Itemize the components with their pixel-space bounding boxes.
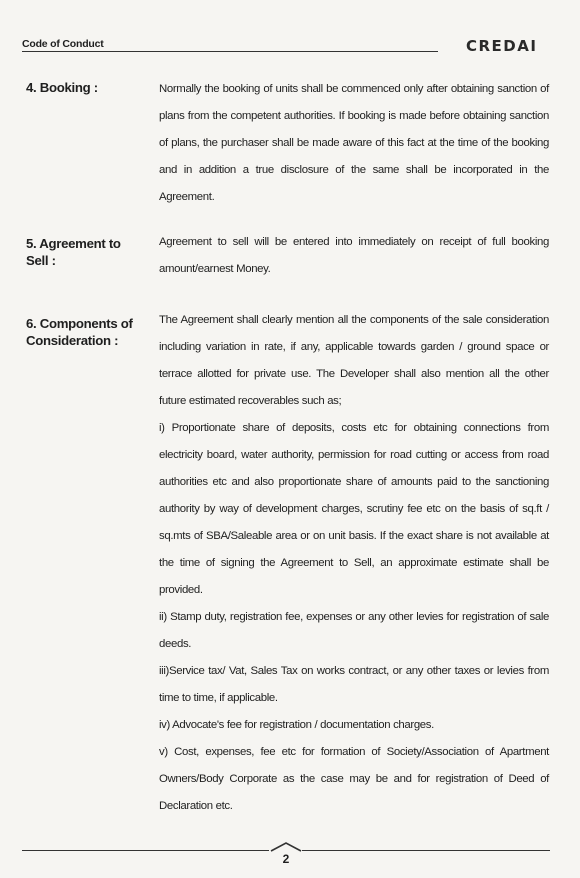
section-title: 4. Booking :: [26, 80, 98, 95]
section-title: 5. Agreement to Sell :: [26, 236, 121, 268]
credai-logo: CREDAI: [466, 37, 538, 55]
list-item: i) Proportionate share of deposits, costs etc for obtaining connections from electricity board, water authority, permission for road cutting or access from road authorities etc and also proportionate share of amounts paid to the sanctioning authority by way of development charges, scrutiny fee etc on the basis of sq.ft / sq.mts of SBA/Saleable area or on unit basis. If the exact share is not available at the time of signing the Agreement to Sell, an approximate estimate shall be provided.: [159, 422, 549, 596]
paragraph: The Agreement shall clearly mention all the components of the sale consideration including variation in rate, if any, applicable towards garden / ground space or terrace allotted for private use. The Developer shall also mention all the other future estimated recoverables such as;: [159, 314, 549, 407]
list-item: ii) Stamp duty, registration fee, expenses or any other levies for registration of sale deeds.: [159, 611, 549, 650]
page-number: 2: [282, 852, 290, 866]
list-item: v) Cost, expenses, fee etc for formation of Society/Association of Apartment Owners/Body Corporate as the case may be and for registration of Deed of Declaration etc.: [159, 746, 549, 812]
list-item: iii)Service tax/ Vat, Sales Tax on works contract, or any other taxes or levies from time to time, if applicable.: [159, 665, 549, 704]
section-title: 6. Components of Consideration :: [26, 316, 133, 348]
header-rule: [22, 51, 438, 52]
section-body: [159, 76, 549, 211]
section-body: [159, 229, 549, 283]
list-item: iv) Advocate's fee for registration / documentation charges.: [159, 719, 434, 731]
paragraph: Agreement to sell will be entered into immediately on receipt of full booking amount/earnest Money.: [159, 236, 549, 275]
header-label: Code of Conduct: [22, 38, 104, 50]
paragraph: Normally the booking of units shall be commenced only after obtaining sanction of plans from the competent authorities. If booking is made before obtaining sanction of plans, the purchaser shall be made aware of this fact at the time of the booking and in addition a true disclosure of the same shall be incorporated in the Agreement.: [159, 83, 549, 203]
footer-rule-right: [302, 850, 550, 851]
section-body: [159, 307, 549, 820]
footer-rule-left: [22, 850, 269, 851]
